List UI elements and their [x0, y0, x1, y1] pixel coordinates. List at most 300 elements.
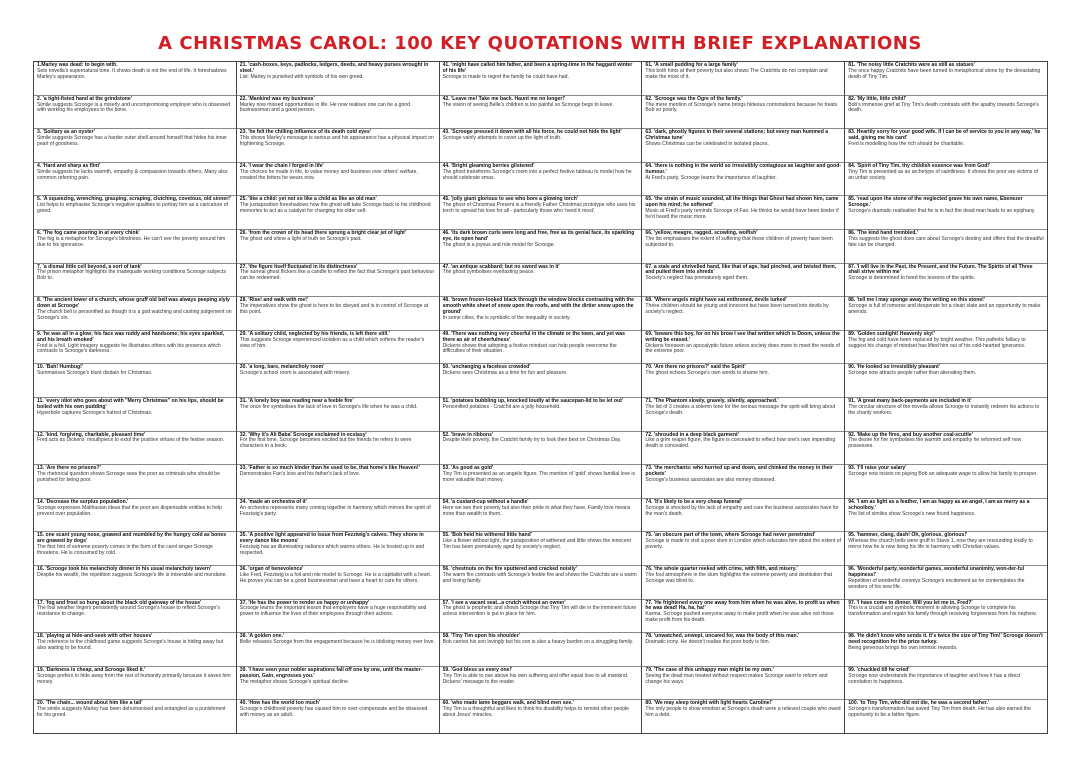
- quotation-explanation: Demonstrates Fan's love and his father's lack of love.: [239, 471, 361, 478]
- quotation-explanation: The list of similes show Scrooge's new found happiness.: [848, 510, 976, 517]
- quotation-cell: [845, 264, 1047, 298]
- quotation-explanation: Fred is a foil. Light imagery suggests he illustrates others with his presence which contrasts to Scrooge's darkness.: [37, 342, 221, 355]
- quotation-text: 55. 'Bob held his withered little hand': [442, 532, 532, 539]
- quotation-cell: [440, 163, 642, 197]
- quotation-cell: [642, 633, 844, 667]
- quotation-text: 60. 'who made lame beggars walk, and blind men see.': [442, 700, 574, 707]
- quotation-cell: [642, 364, 844, 398]
- quotation-text: 100. 'to Tiny Tim, who did not die, he was a second father.': [848, 700, 990, 707]
- quotation-text: 26. 'from the crown of its head there sprung a bright clear jet of light': [239, 229, 407, 236]
- quotation-explanation: The metaphor shows Scrooge's spiritual decline.: [239, 678, 350, 685]
- quotation-text: 36. 'organ of benevolence': [239, 565, 304, 572]
- quotation-text: 76. 'the whole quarter reeked with crime, with filth, and misery.': [645, 565, 798, 572]
- quotation-text: 4. 'Hard and sharp as flint': [37, 162, 101, 169]
- quotation-explanation: The reference to the childhood game suggests Scrooge's house is hiding away but also waiting to be found.: [37, 639, 224, 651]
- quotation-cell: [440, 600, 642, 634]
- quotation-cell: [237, 667, 439, 701]
- quotation-cell: [642, 264, 844, 298]
- quotation-cell: [34, 264, 236, 298]
- quotation-explanation: Simile suggests Scrooge is a miserly and uncompromising employer who is obsessed with working his employees to the bone.: [37, 101, 231, 114]
- quotation-text: 11. 'every idiot who goes about with "Merry Christmas" on his lips, should be boiled with his own pudding': [37, 397, 224, 410]
- quotation-text: 22. 'Mankind was my business': [239, 95, 315, 102]
- quotation-text: 93. 'I'll raise your salary': [848, 465, 907, 472]
- quotation-text: 28. 'Rise! and walk with me!': [239, 297, 309, 304]
- quotation-cell: [34, 230, 236, 264]
- quotation-cell: [845, 499, 1047, 533]
- quotation-cell: [642, 129, 844, 163]
- quotation-cell: [642, 700, 844, 733]
- quotation-text: 7. 'a dismal little cell beyond, a sort of tank': [37, 263, 142, 270]
- quotation-explanation: Scrooge's school room is associated with misery.: [239, 370, 351, 377]
- quotation-explanation: The once happy Cratchits have been turned to metaphorical stone by the devastating death of Tiny Tim.: [848, 67, 1041, 80]
- quotation-explanation: Scrooge's transformation has saved Tiny Tim from death. He has also earned the opportunity to be a father figure.: [848, 706, 1031, 719]
- quotation-text: 70. 'Are there no prisons?' said the Spirit': [645, 364, 746, 371]
- quotation-text: 23. 'he felt the chilling influence of its death cold eyes': [239, 129, 372, 136]
- quotation-explanation: This suggests the ghost does care about Scrooge's destiny and offers that the dreadful fate can be changed.: [848, 235, 1044, 248]
- quotation-explanation: Whereas the church bells were gruff in Stave 1, now they are resounding loudly to mirror how he is now living his life in harmony with Christian values.: [848, 538, 1033, 551]
- quotation-explanation: Scrooge's childhood poverty has caused him to over-compensate and be obsessed with money as an adult.: [239, 706, 428, 719]
- quotation-explanation: List helps to emphasise Scrooge's negative qualities to portray him as a caricature of greed.: [37, 202, 228, 215]
- quotation-explanation: The mere mention of Scrooge's name brings hideous connotations because he treats Bob so poorly.: [645, 101, 838, 114]
- quotation-text: 15. one scant young nose, gnawed and mumbled by the hungry cold as bones are gnawed by dogs': [37, 532, 227, 545]
- quotation-cell: [845, 633, 1047, 667]
- quotation-text: 85. 'read upon the stone of the neglected grave his own name, Ebenezer Scrooge.': [848, 196, 1023, 209]
- quotation-text: 71. 'The Phantom slowly, gravely, silently, approached.': [645, 397, 779, 404]
- quotation-column: [845, 62, 1047, 733]
- quotation-cell: [237, 163, 439, 197]
- quotation-text: 52. 'brave in ribbons': [442, 431, 494, 438]
- quotation-text: 37. 'He has the power to render us happy or unhappy': [239, 599, 370, 606]
- quotation-cell: [642, 297, 844, 331]
- quotation-cell: [34, 633, 236, 667]
- quotation-explanation: Scrooge is determined to heed the lessons of the spirits.: [848, 275, 976, 282]
- quotation-cell: [237, 264, 439, 298]
- quotation-explanation: For the first time, Scrooge becomes excited but the friends he refers to were characters in a book.: [239, 437, 412, 450]
- quotation-explanation: The ghost echoes Scrooge's own words to shame him.: [645, 370, 769, 377]
- quotation-explanation: This both hints at their poverty but also shows The Cratchits do not complain and make the most of it.: [645, 67, 828, 80]
- quotation-text: 46. 'Its dark brown curls were long and free, free as its genial face, its sparkling eye, its open hand': [442, 229, 635, 242]
- quotation-text: 98. 'He didn't know who sends it. It's twice the size of Tiny Tim!' Scrooge doesn't need recognition for the prize turkey.: [848, 633, 1043, 645]
- quotation-cell: [34, 667, 236, 701]
- quotation-cell: [237, 633, 439, 667]
- quotation-text: 87. 'I will live in the Past, the Present, and the Future. The Spirits of all Three shall strive within me': [848, 263, 1033, 276]
- quotation-explanation: Scrooge prefers to hide away from the rest of humanity primarily because it saves him money.: [37, 672, 231, 685]
- quotation-explanation: Tiny Tim is presented as an angelic figure. The mention of 'gold' shows familial love is more valuable than money.: [442, 471, 636, 483]
- quotation-text: 51. 'potatoes bubbling up, knocked loudly at the saucepan-lid to be let out': [442, 397, 624, 404]
- quotation-text: 99. 'chuckled till he cried': [848, 666, 910, 673]
- quotation-cell: [34, 499, 236, 533]
- quotation-cell: [237, 600, 439, 634]
- quotation-cell: [845, 398, 1047, 432]
- quotation-text: 21. 'cash-boxes, keys, padlocks, ledgers, deeds, and heavy purses wrought in steel.': [239, 62, 429, 74]
- quotation-cell: [34, 163, 236, 197]
- quotation-explanation: Scrooge expresses Malthusian ideas that the poor are dispensable entities to help prevent over population.: [37, 504, 222, 517]
- quotation-text: 67. a stale and shrivelled hand, like that of age, had pinched, and twisted them, and pulled them into shreds': [645, 263, 837, 276]
- quotation-cell: [642, 96, 844, 130]
- quotation-cell: [34, 129, 236, 163]
- quotation-cell: [237, 297, 439, 331]
- quotation-text: 33. 'Father is so much kinder than he used to be, that home's like Heaven!': [239, 465, 420, 472]
- quotation-explanation: Tiny Tim is presented as an archetype of saintliness. It shows the poor are victims of an unfair society.: [848, 168, 1038, 181]
- quotation-explanation: An orchestra represents many coming together in harmony which mirrors the spirit of Fezziwig's party.: [239, 504, 431, 517]
- quotation-cell: [642, 667, 844, 701]
- quotation-cell: [237, 196, 439, 230]
- quotation-explanation: Scrooge is made to regret the family he could have had.: [442, 73, 569, 80]
- quotation-text: 8. 'The ancient tower of a church, whose gruff old bell was always peeping slyly down at Scrooge': [37, 297, 230, 310]
- quotation-text: 75. 'an obscure part of the town, where Scrooge had never penetrated': [645, 532, 816, 539]
- quotation-explanation: The ghost symbolises everlasting peace.: [442, 269, 535, 276]
- quotation-explanation: The warm fire contrasts with Scrooge's feeble fire and shows the Cratchits are a warm and loving family.: [442, 571, 637, 584]
- quotation-cell: [642, 196, 844, 230]
- quotation-explanation: The ghost is a joyous and role model for Scrooge.: [442, 241, 556, 248]
- quotation-text: 35. 'A positive light appeared to issue from Fezziwig's calves. They shone in every dance like moons': [239, 532, 424, 545]
- quotation-text: 29. 'A solitary child, neglected by his friends, is left there still.': [239, 330, 390, 337]
- quotation-explanation: Fezziwig has an illuminating radiance which warms others. He is hosted up in and respected.: [239, 544, 425, 557]
- quotation-text: 81. 'The noisy little Cratchits were as still as statues': [848, 62, 975, 68]
- quotation-cell: [440, 364, 642, 398]
- quotation-cell: [34, 364, 236, 398]
- quotation-text: 9. 'he was all in a glow; his face was ruddy and handsome; his eyes sparkled, and his breath smoked': [37, 330, 225, 343]
- quotation-text: 49. 'There was nothing very cheerful in the climate or the town, and yet was there an air of cheerfulness': [442, 330, 625, 343]
- quotation-text: 12. 'kind, forgiving, charitable, pleasant time': [37, 431, 146, 438]
- quotation-text: 68. 'Where angels might have sat enthroned, devils lurked': [645, 297, 787, 304]
- quotation-explanation: The rhetorical question shows Scrooge sees the poor as criminals who should be punished for being poor.: [37, 471, 220, 483]
- quotation-text: 69. 'beware this boy, for on his brow I see that written which is Doom, unless the writing be erased.': [645, 330, 840, 343]
- quotation-text: 39. 'I have seen your nobler aspirations fall off one by one, until the master-passion, Gain, engrosses you.': [239, 666, 423, 679]
- quotation-cell: [440, 230, 642, 264]
- quotation-cell: [34, 62, 236, 96]
- quotation-text: 18. 'playing at hide-and-seek with other houses': [37, 633, 153, 640]
- quotation-cell: [34, 600, 236, 634]
- quotation-explanation: Like a grim reaper figure, the figure is concealed to reflect how one's own impending death is concealed.: [645, 437, 836, 450]
- quotation-cell: [440, 297, 642, 331]
- quotation-explanation: Scrooge is made to visit a poor slum in London which educates him about the extent of poverty.: [645, 538, 842, 551]
- quotation-cell: [845, 196, 1047, 230]
- quotation-cell: [237, 364, 439, 398]
- quotation-cell: [440, 465, 642, 499]
- quotation-text: 77. 'He frightened every one away from him when he was alive, to profit us when he was dead! Ha, ha, ha!': [645, 599, 840, 612]
- quotation-cell: [237, 432, 439, 466]
- quotation-explanation: The ghost is prophetic and shows Scrooge that Tiny Tim will die in the imminent future unless intervention is put in place for him.: [442, 605, 637, 618]
- quotation-text: 50. 'unchanging a faceless crowded': [442, 364, 531, 371]
- quotation-cell: [642, 398, 844, 432]
- quotation-explanation: Seeing the dead man treated without respect makes Scrooge want to reform and change his ways.: [645, 672, 828, 685]
- quotation-explanation: Tiny Tim is a thoughtful and likes to think his disability helps to remind other people about Jesus' miracles.: [442, 706, 629, 719]
- quotation-explanation: The choices he made in life, to value money and business over others' welfare, created the fetters he wears now.: [239, 168, 418, 181]
- quotation-explanation: This is a crucial and symbolic moment in allowing Scrooge to complete his transformation and regain his family through receiving forgiveness from his nephew.: [848, 605, 1037, 618]
- quotation-explanation: Hyperbole captures Scrooge's hatred of Christmas.: [37, 409, 153, 416]
- quotation-cell: [237, 465, 439, 499]
- quotation-explanation: At Fred's party, Scrooge learns the importance of laughter.: [645, 174, 777, 181]
- quotation-explanation: Dickens foreseen an apocalyptic future unless society does more to meet the needs of the extreme poor.: [645, 342, 840, 355]
- quotation-cell: [845, 297, 1047, 331]
- quotation-cell: [845, 163, 1047, 197]
- quotation-grid: [33, 61, 1048, 734]
- quotation-explanation: Dickens sees Christmas as a time for fun and pleasure.: [442, 370, 568, 377]
- quotation-cell: [440, 667, 642, 701]
- quotation-cell: [845, 96, 1047, 130]
- quotation-explanation: Repetition of wonderful conveys Scrooge's excitement as he contemplates the wonders of his new life.: [848, 577, 1025, 590]
- quotation-text: 83. Heartily sorry for your good wife. If I can be of service to you in any way,' he said, giving me his card': [848, 129, 1041, 142]
- quotation-cell: [642, 432, 844, 466]
- quotation-cell: [845, 600, 1047, 634]
- quotation-explanation: This shows Marley's message is serious and his appearance has a physical impact on frightening Scrooge.: [239, 135, 434, 147]
- quotation-text: 65. 'the strain of music sounded, all the things that Ghost had shown him, came upon his mind; he softened': [645, 196, 839, 209]
- quotation-text: 90. 'He looked so irresistibly pleasant': [848, 364, 941, 371]
- quotation-explanation: This suggests Scrooge experienced isolation as a child which softens the reader's view of him.: [239, 336, 425, 349]
- quotation-explanation: Despite his wealth, the repetition suggests Scrooge's life is miserable and mundane.: [37, 571, 227, 578]
- quotation-explanation: The ghost of Christmas Present is a friendly Father Christmas prototype who uses his torch to spread his love for all - particularly those who 'need it most'.: [442, 202, 636, 215]
- quotation-text: 56. 'chestnuts on the fire sputtered and cracked noisily': [442, 565, 577, 572]
- quotation-explanation: Karma. Scrooge pushed everyone away to make profit when he was alive not those make profit from his death.: [645, 611, 834, 624]
- quotation-cell: [34, 196, 236, 230]
- quotation-cell: [34, 700, 236, 733]
- quotation-explanation: Summarises Scrooge's blunt disdain for Christmas.: [37, 370, 153, 377]
- quotation-text: 20. 'The chain... wound about him like a tail': [37, 700, 143, 707]
- quotation-cell: [440, 129, 642, 163]
- quotation-explanation: The simile suggests Marley has been dehumanised and entangled as a punishment for his greed.: [37, 706, 226, 719]
- quotation-text: 19. 'Darkness is cheap, and Scrooge liked it.': [37, 666, 146, 673]
- quotation-explanation: Music at Fred's party reminds Scrooge of Fan. He thinks he would have been kinder if he'd heard the music more.: [645, 208, 839, 221]
- quotation-explanation: Scrooge now insists on paying Bob an adequate wage to allow his family to prosper.: [848, 471, 1038, 478]
- quotation-text: 45. 'jolly giant glorious to see who bore a glowing torch': [442, 196, 579, 203]
- quotation-text: 43. 'Scrooge pressed it down with all his force, he could not hide the light': [442, 129, 622, 136]
- quotation-cell: [34, 465, 236, 499]
- quotation-text: 17. 'fog and frost so hung about the black old gateway of the house': [37, 599, 202, 606]
- quotation-explanation: Sets novella's supernatural tone. It shows death is not the end of life. It foreshadows Marley's appearance.: [37, 67, 227, 80]
- quotation-cell: [440, 398, 642, 432]
- quotation-explanation: Here we see their poverty but also their pride in what they have. Family love means more than wealth to them.: [442, 504, 631, 517]
- quotation-text: 80. 'We may sleep tonight with light hearts Caroline!': [645, 700, 773, 707]
- quotation-explanation: Scrooge is shocked by the lack of empathy and care the business associates have for the man's death.: [645, 504, 839, 517]
- quotation-explanation: Dramatic irony. He doesn't realise the poor body is him.: [645, 639, 770, 645]
- quotation-explanation: The fog is a metaphor for Scrooge's blindness. He can't see the poverty around him due to his ignorance.: [37, 235, 226, 248]
- quotation-explanation: The ghost transforms Scrooge's room into a perfect festive tableau to model how he should celebrate xmas.: [442, 168, 632, 181]
- quotation-cell: [845, 129, 1047, 163]
- quotation-text: 31. 'A lonely boy was reading near a feeble fire': [239, 397, 354, 404]
- quotation-explanation: The surreal ghost flickers like a candle to reflect the fact that Scrooge's past behaviour can be redeemed.: [239, 269, 435, 282]
- quotation-text: 79. 'The case of this unhappy man might be my own.': [645, 666, 774, 673]
- quotation-text: 72. 'shrouded in a deep black garment': [645, 431, 739, 438]
- quotation-explanation: Scrooge's dramatic realisation that he is in fact the dead man leads to an epiphany.: [848, 208, 1036, 215]
- quotation-cell: [34, 96, 236, 130]
- quotation-text: 92. 'Make up the fires, and buy another coal-scuttle': [848, 431, 973, 438]
- quotation-column: [237, 62, 440, 733]
- quotation-text: 47. 'an antique scabbard; but no sword was in it': [442, 263, 560, 270]
- quotation-text: 64. 'there is nothing in the world so irresistibly contagious as laughter and good-humour.': [645, 162, 842, 175]
- quotation-text: 16. 'Scrooge took his melancholy dinner in his usual melancholy tavern': [37, 565, 212, 572]
- quotation-explanation: Being generous brings his own intrinsic rewards.: [848, 644, 958, 651]
- quotation-text: 96. 'Wonderful party, wonderful games, wonderful unanimity, won-der-ful happiness!': [848, 565, 1025, 578]
- quotation-explanation: Scrooge now understands the importance of laughter and how it has a direct correlation to happiness.: [848, 672, 1021, 685]
- quotation-explanation: Scrooge vainly attempts to cover up the light of truth.: [442, 135, 562, 142]
- quotation-explanation: Scrooge's business associates are also money obsessed.: [645, 476, 776, 483]
- quotation-explanation: Like a flower without light, the juxtaposition of withered and little shows the innocent Tim has been prematurely aged by society's neglect.: [442, 538, 631, 551]
- quotation-cell: [845, 532, 1047, 566]
- quotation-text: 48. 'brown frozen-looked black through the window blocks contrasting with the smooth white sheet of snow upon the roofs, and with the dirtier snow upon the ground': [442, 297, 634, 315]
- quotation-cell: [237, 398, 439, 432]
- quotation-cell: [642, 532, 844, 566]
- quotation-text: 32. 'Why it's Ali Baba' Scrooge exclaimed in ecstasy': [239, 431, 367, 438]
- quotation-cell: [237, 499, 439, 533]
- quotation-explanation: The circular structure of the novella allows Scrooge to instantly redeem his actions to the charity workers.: [848, 403, 1040, 416]
- quotation-explanation: Scrooge now attracts people rather than alienating them.: [848, 370, 977, 377]
- quotation-explanation: The foul atmosphere in the slum highlights the extreme poverty and destitution that Scrooge was blind to.: [645, 571, 832, 584]
- quotation-cell: [845, 230, 1047, 264]
- quotation-text: 95. 'hammer, clang, dash! Oh, glorious, glorious!': [848, 532, 968, 539]
- quotation-explanation: The ghost and shine a light of truth on Scrooge's past.: [239, 235, 362, 242]
- quotation-explanation: Tiny Tim is able to rise above his own suffering and offer equal love to all mankind. Dickens' message to the reader.: [442, 672, 629, 685]
- quotation-explanation: Dickens shows that adopting a festive mindset can help people overcome the difficulties of their situation.: [442, 342, 617, 355]
- quotation-explanation: Society's neglect has prematurely aged them.: [645, 275, 749, 282]
- quotation-explanation: Fred acts as Dickens' mouthpiece to extol the positive virtues of the festive season.: [37, 437, 225, 444]
- quotation-explanation: The once fire symbolises the lack of love in Scrooge's life when he was a child.: [239, 403, 418, 410]
- quotation-explanation: Belle releases Scrooge from the engagement because he is idolising money over love.: [239, 639, 435, 645]
- quotation-cell: [237, 96, 439, 130]
- quotation-explanation: The first hint of extreme poverty comes in the form of the carol singer Scrooge threatens. He is consumed by cold.: [37, 544, 213, 557]
- quotation-cell: [845, 62, 1047, 96]
- quotation-text: 6. 'The fog came pouring in at every chink': [37, 229, 140, 236]
- quotation-text: 5. 'A squeezing, wrenching, grasping, scraping, clutching, covetous, old sinner!': [37, 196, 232, 203]
- quotation-text: 58. 'Tiny Tim upon his shoulder': [442, 633, 520, 640]
- quotation-cell: [642, 331, 844, 365]
- quotation-explanation: Shows Christmas can be celebrated in isolated places.: [645, 141, 769, 147]
- quotation-text: 27. 'the figure itself fluctuated in its distinctness': [239, 263, 358, 270]
- quotation-explanation: Bob's immense grief at Tiny Tim's death contrasts with the apathy towards Scrooge's death.: [848, 101, 1039, 114]
- quotation-column: [642, 62, 845, 733]
- quotation-explanation: Simile suggests Scrooge has a harder outer shell around himself that hides his inner pearl of goodness.: [37, 135, 227, 147]
- quotation-text: 41. 'might have called him father, and been a spring-time in the haggard winter of his life': [442, 62, 633, 74]
- quotation-explanation: Scrooge learns the important lesson that employers have a huge responsibility and power to influence the lives of their employees through their actions.: [239, 605, 427, 618]
- quotation-text: 63. 'dark, ghostly figures in their several stations; but every man hummed a Christmas tune': [645, 129, 829, 142]
- quotation-text: 30. 'a long, bare, melancholy room': [239, 364, 325, 371]
- quotation-cell: [845, 465, 1047, 499]
- quotation-explanation: Personified potatoes - Cratchit are a jolly household.: [442, 403, 561, 410]
- quotation-explanation: Like Fred, Fezziwig is a foil and role model to Scrooge. He is a capitalist with a heart. He proves you can be a good businessman and have a heart to care for others.: [239, 571, 432, 584]
- quotation-cell: [642, 62, 844, 96]
- quotation-text: 42. 'Leave me! Take me back. Haunt me no longer!': [442, 95, 566, 102]
- quotation-cell: [440, 96, 642, 130]
- quotation-cell: [34, 331, 236, 365]
- quotation-cell: [440, 264, 642, 298]
- quotation-explanation: The desire for fire symbolises the warmth and empathy he reformed self now possesses.: [848, 437, 1022, 450]
- quotation-cell: [642, 163, 844, 197]
- quotation-cell: [440, 196, 642, 230]
- quotation-explanation: Despite their poverty, the Cratchit family try to look their best on Christmas Day.: [442, 437, 622, 444]
- quotation-explanation: The juxtaposition foreshadows how the ghost will take Scrooge back to his childhood memories to act as a catalyst for changing his older self.: [239, 202, 431, 215]
- quotation-text: 2. 'a tight-fisted hand at the grindstone': [37, 95, 132, 102]
- quotation-explanation: Marley now missed opportunities in life. He now realises one can be a good businessman and a good person.: [239, 101, 410, 114]
- quotation-explanation: List: Marley is punished with symbols of his own greed.: [239, 73, 364, 80]
- quotation-column: [34, 62, 237, 733]
- quotation-cell: [440, 700, 642, 733]
- quotation-text: 24. 'I wear the chain I forged in life': [239, 162, 324, 169]
- quotation-text: 44. 'Bright gleaming berries glistened': [442, 162, 535, 169]
- quotation-cell: [237, 230, 439, 264]
- quotation-text: 1.Marley was dead: to begin with.: [37, 62, 118, 68]
- quotation-explanation: The church bell is personified as though it is a god watching and casting judgement on Scrooge's sin.: [37, 308, 232, 321]
- quotation-cell: [237, 700, 439, 733]
- quotation-text: 14. 'Decrease the surplus population.': [37, 498, 129, 505]
- quotation-cell: [642, 465, 844, 499]
- quotation-explanation: In some cities, the is symbolic of the inequality in society.: [442, 314, 571, 321]
- quotation-text: 84. 'Spirit of Tiny Tim, thy childish essence was from God!': [848, 162, 991, 169]
- quotation-text: 73. 'the merchants: who hurried up and down, and chinked the money in their pockets': [645, 465, 833, 478]
- quotation-text: 54. 'a custard-cup without a handle': [442, 498, 529, 505]
- quotation-cell: [440, 532, 642, 566]
- quotation-text: 97. 'I have come to dinner. Will you let me in, Fred?': [848, 599, 973, 606]
- quotation-cell: [642, 230, 844, 264]
- quotation-cell: [237, 566, 439, 600]
- quotation-cell: [237, 532, 439, 566]
- quotation-text: 10. 'Bah! Humbug!': [37, 364, 84, 371]
- quotation-explanation: The prison metaphor highlights the inadequate working conditions Scrooge subjects Bob to.: [37, 269, 226, 282]
- quotation-cell: [237, 129, 439, 163]
- quotation-cell: [845, 331, 1047, 365]
- quotation-cell: [237, 62, 439, 96]
- quotation-text: 53. 'As good as gold': [442, 465, 494, 472]
- quotation-cell: [237, 331, 439, 365]
- quotation-explanation: The foul weather lingers persistently around Scrooge's house to reflect Scrooge's resistance to change.: [37, 605, 220, 618]
- quotation-text: 62. 'Scrooge was the Ogre of the family.': [645, 95, 743, 102]
- quotation-column: [440, 62, 643, 733]
- quotation-text: 40. 'How has the world too much': [239, 700, 321, 707]
- quotation-cell: [440, 566, 642, 600]
- quotation-explanation: The list emphasises the extent of suffering that these children of poverty have been subjected to.: [645, 235, 833, 248]
- quotation-explanation: The vision of seeing Belle's children is too painful so Scrooge begs to leave.: [442, 101, 614, 108]
- quotation-text: 13. 'Are there no prisons?': [37, 465, 101, 472]
- quotation-cell: [34, 398, 236, 432]
- quotation-text: 78. 'unwatched, unwept, uncared for, was the body of this man.': [645, 633, 800, 640]
- quotation-explanation: The fog and cold have been replaced by bright weather. This pathetic fallacy to suggest his change of mindset has lifted him out of his cold-hearted ignorance.: [848, 336, 1026, 349]
- quotation-text: 59. 'God bless us every one!': [442, 666, 513, 673]
- quotation-text: 61. 'A small pudding for a large family': [645, 62, 738, 68]
- quotation-explanation: Fred is modelling how the rich should be charitable.: [848, 141, 965, 147]
- quotation-text: 25. 'like a child: yet not so like a child as like an old man': [239, 196, 377, 203]
- quotation-cell: [440, 331, 642, 365]
- quotation-cell: [642, 566, 844, 600]
- quotation-cell: [440, 432, 642, 466]
- quotation-cell: [845, 364, 1047, 398]
- quotation-explanation: Scrooge is full of remorse and desperate for a clean slate and an opportunity to make amends.: [848, 303, 1041, 315]
- quotation-explanation: Bob carries his son lovingly but his son is also a heavy burden on a struggling family.: [442, 639, 634, 645]
- quotation-cell: [845, 700, 1047, 733]
- quotation-text: 88. 'tell me I may sponge away the writing on this stone!': [848, 297, 986, 304]
- quotation-cell: [440, 499, 642, 533]
- quotation-cell: [642, 600, 844, 634]
- quotation-explanation: The list of 3 creates a solemn tone for the serious message the spirit will bring about Scrooge's death.: [645, 403, 836, 416]
- quotation-text: 91. 'A great many back-payments are included in it': [848, 397, 972, 404]
- quotation-cell: [34, 566, 236, 600]
- quotation-text: 66. 'yellow, meagre, ragged, scowling, wolfish': [645, 229, 758, 236]
- quotation-explanation: The only people to show emotion at Scrooge's death were a relieved couple who owed him a debt.: [645, 706, 841, 719]
- quotation-cell: [845, 566, 1047, 600]
- quotation-text: 94. 'I am as light as a feather, I am as happy as an angel, I am as merry as a schoolboy.': [848, 498, 1030, 511]
- quotation-cell: [440, 633, 642, 667]
- quotation-cell: [642, 499, 844, 533]
- quotation-text: 38. 'A golden one.': [239, 633, 285, 640]
- page-title: A CHRISTMAS CAROL: 100 KEY QUOTATIONS WITH BRIEF EXPLANATIONS: [158, 33, 922, 54]
- quotation-text: 74. 'It's likely to be a very cheap funeral': [645, 498, 742, 505]
- quotation-explanation: These children should be young and innocent but have been turned into devils by society's neglect.: [645, 303, 829, 315]
- quotation-cell: [845, 667, 1047, 701]
- quotation-cell: [34, 432, 236, 466]
- quotation-text: 86. 'The kind hand trembled.': [848, 229, 918, 236]
- quotation-text: 57. 'I see a vacant seat...a crutch without an owner': [442, 599, 566, 606]
- quotation-cell: [845, 432, 1047, 466]
- quotation-explanation: The imperatives show the ghost is here to be obeyed and is in control of Scrooge at this point.: [239, 303, 429, 315]
- quotation-explanation: Simile suggests he lacks warmth, empathy & compassion towards others. Many also common referring pain.: [37, 168, 228, 181]
